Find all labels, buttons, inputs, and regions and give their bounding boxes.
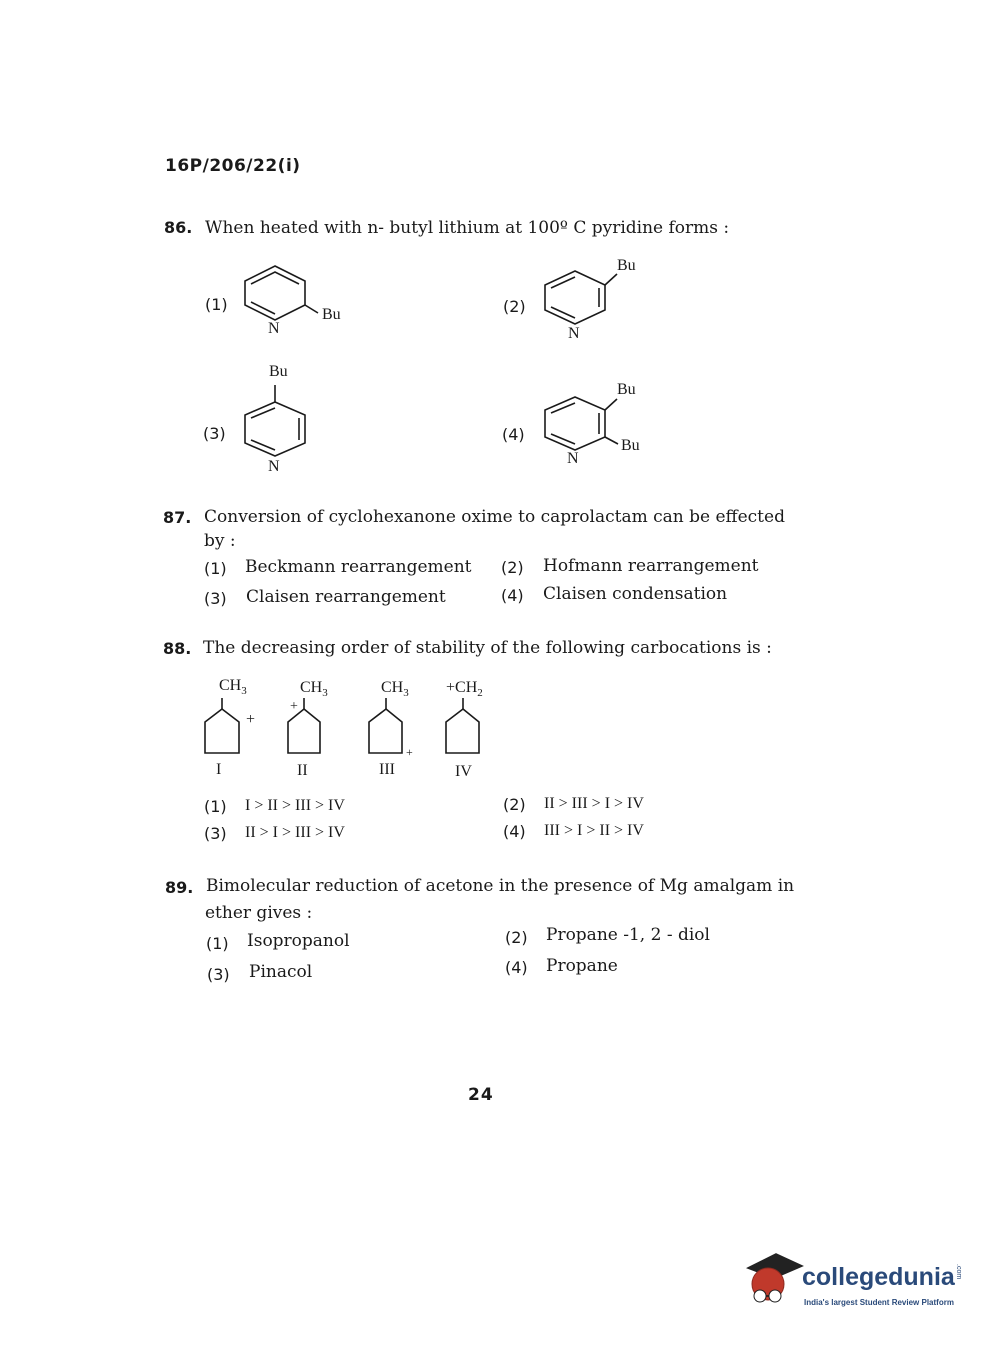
q86-option-3-n-label: N [268, 458, 280, 475]
collegedunia-logo-text: collegedunia [802, 1263, 955, 1291]
q87-option-1-number: (1) [204, 559, 227, 578]
q88-structure-2-label: II [297, 762, 308, 779]
q88-structure-3-charge: + [406, 745, 413, 759]
page-number: 24 [468, 1085, 494, 1105]
q89-option-1-number: (1) [206, 934, 229, 953]
q86-option-1-n-label: N [268, 320, 280, 337]
q88-structure-1-group: $CH_3$ [219, 677, 247, 698]
q88-option-3-number: (3) [204, 824, 227, 843]
question-87-text-line1: Conversion of cyclohexanone oxime to caprolactam can be effected [204, 507, 785, 527]
q88-structure-4-group: $+CH_2$ [446, 679, 483, 700]
paper-code: 16P/206/22(i) [165, 156, 301, 176]
q88-structure-1-label: I [216, 761, 222, 778]
q89-option-4-number: (4) [505, 958, 528, 977]
q86-option-2-n-label: N [568, 325, 580, 342]
q87-option-4-text: Claisen condensation [543, 584, 728, 604]
q86-option-3-number: (3) [203, 424, 226, 443]
q87-option-3-text: Claisen rearrangement [246, 587, 446, 607]
q87-option-2-text: Hofmann rearrangement [543, 556, 759, 576]
q87-option-3-number: (3) [204, 589, 227, 608]
question-89-text-line2: ether gives : [205, 903, 313, 923]
q88-structure-1-charge: + [246, 711, 256, 728]
question-88-number: 88. [163, 639, 192, 658]
q89-option-3-text: Pinacol [249, 962, 313, 982]
q86-option-1-bu-label: Bu [322, 306, 341, 323]
question-87-text-line2: by : [204, 531, 236, 551]
q86-option-4-bu-top-label: Bu [617, 381, 636, 398]
q89-option-2-text: Propane -1, 2 - diol [546, 925, 710, 945]
q89-option-1-text: Isopropanol [247, 931, 350, 951]
question-86-number: 86. [164, 218, 193, 237]
question-88-text: The decreasing order of stability of the following carbocations is : [203, 638, 772, 658]
q87-option-2-number: (2) [501, 558, 524, 577]
collegedunia-tagline: India's largest Student Review Platform [804, 1298, 954, 1307]
q86-option-1-number: (1) [205, 295, 228, 314]
q89-option-4-text: Propane [546, 956, 618, 976]
q86-option-2-number: (2) [503, 297, 526, 316]
question-87-number: 87. [163, 508, 192, 527]
question-89-number: 89. [165, 878, 194, 897]
q89-option-3-number: (3) [207, 965, 230, 984]
q86-option-4-n-label: N [567, 450, 579, 467]
q88-option-2-number: (2) [503, 795, 526, 814]
q88-structure-4-label: IV [455, 763, 472, 780]
q89-option-2-number: (2) [505, 928, 528, 947]
q87-option-1-text: Beckmann rearrangement [245, 557, 472, 577]
q88-structure-3-label: III [379, 761, 395, 778]
question-86-text: When heated with n- butyl lithium at 100º C pyridine forms : [205, 218, 730, 238]
q88-option-2-text: II > III > I > IV [544, 795, 644, 812]
collegedunia-logo-suffix: .com [955, 1264, 962, 1280]
q86-option-4-bu-bottom-label: Bu [621, 437, 640, 454]
q88-structure-2-charge: + [290, 699, 298, 714]
q88-option-4-number: (4) [503, 822, 526, 841]
q88-structure-2-group: $CH_3$ [300, 679, 328, 700]
q86-option-4-number: (4) [502, 425, 525, 444]
q87-option-4-number: (4) [501, 586, 524, 605]
collegedunia-mascot-icon [742, 1250, 804, 1310]
q88-structure-3-group: $CH_3$ [381, 679, 409, 700]
q88-option-1-text: I > II > III > IV [245, 797, 345, 814]
q86-option-2-bu-label: Bu [617, 257, 636, 274]
question-89-text-line1: Bimolecular reduction of acetone in the presence of Mg amalgam in [206, 876, 795, 896]
q86-option-3-bu-label: Bu [269, 363, 288, 380]
q88-option-1-number: (1) [204, 797, 227, 816]
q88-option-4-text: III > I > II > IV [544, 822, 644, 839]
q88-option-3-text: II > I > III > IV [245, 824, 345, 841]
